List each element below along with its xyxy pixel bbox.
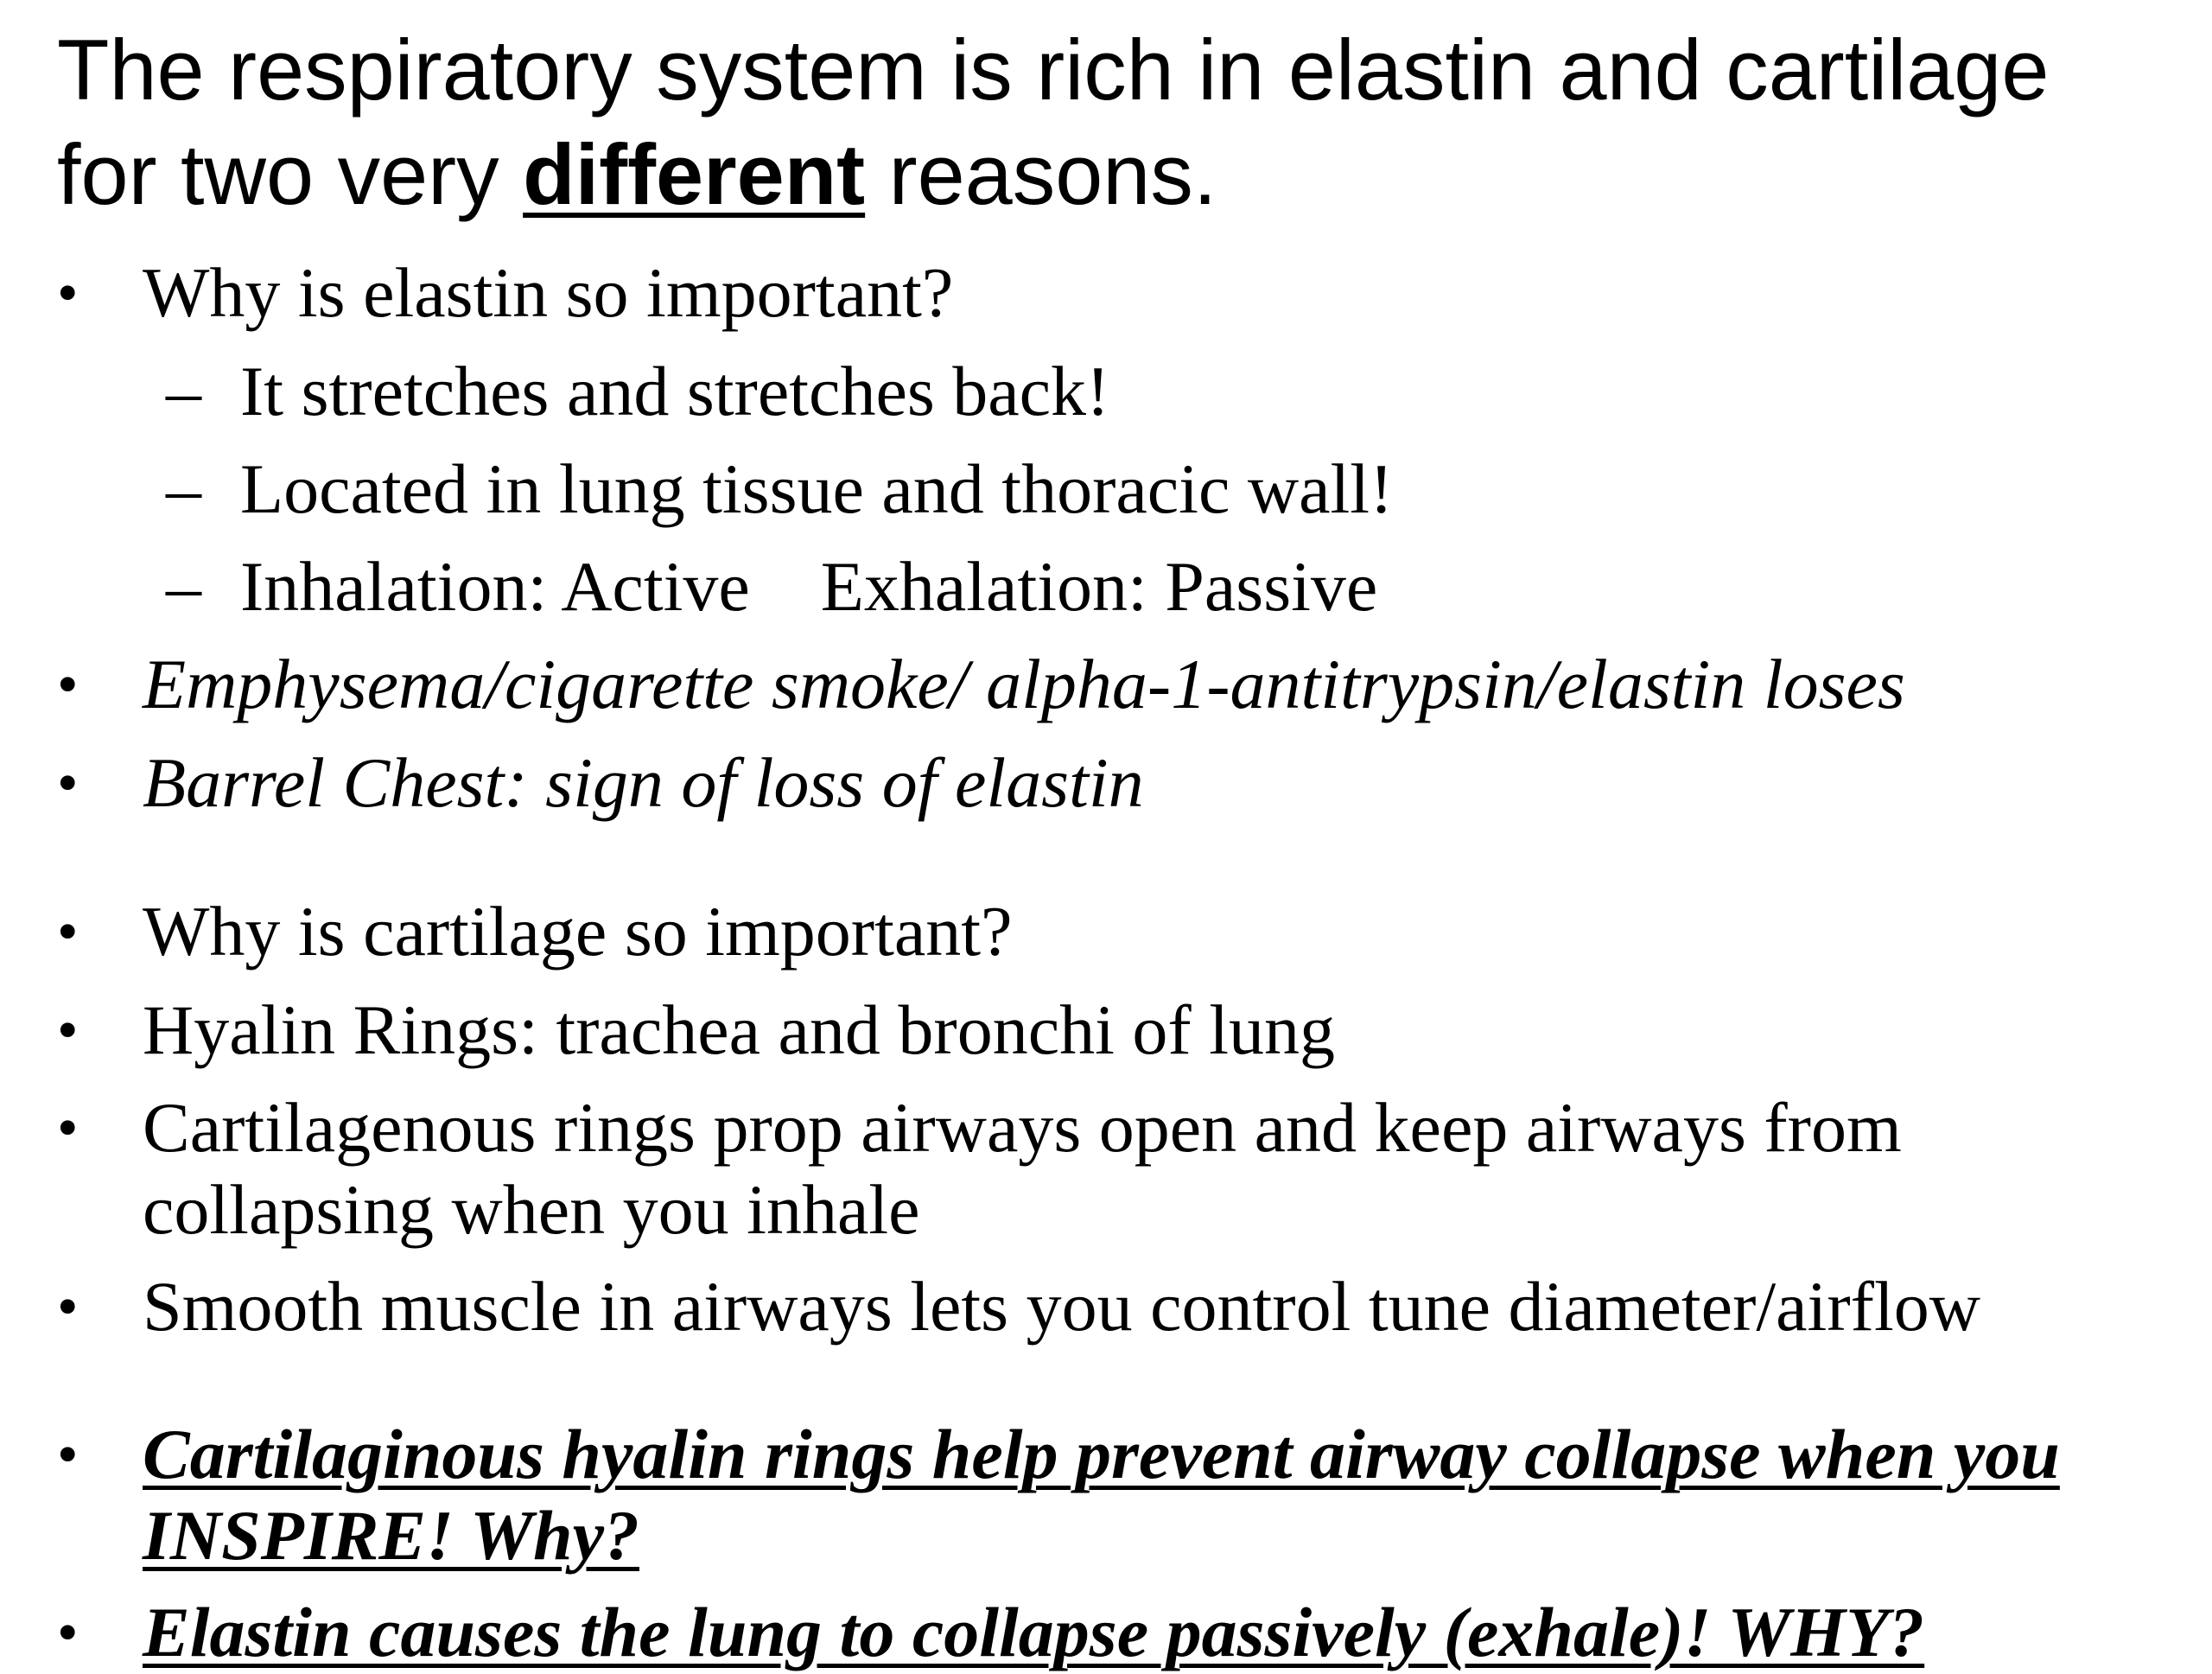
bullet-glyph: • (57, 1600, 79, 1666)
bullet-glyph: • (57, 1422, 79, 1488)
bullet-glyph: • (57, 899, 79, 965)
smooth-muscle-item: Smooth muscle in airways lets you control tune diameter/airflow (143, 1267, 1980, 1346)
exhalation-text: Exhalation: Passive (820, 547, 1378, 626)
elastin-stretch-item: It stretches and stretches back! (240, 352, 1110, 430)
bullet-glyph: • (57, 1274, 79, 1340)
bullet-glyph: • (57, 1095, 79, 1162)
dash-glyph: – (166, 449, 201, 528)
hyalin-rings-item: Hyalin Rings: trachea and bronchi of lung (143, 990, 1335, 1069)
slide-title (57, 17, 2174, 226)
bullet-glyph: • (57, 997, 79, 1064)
cartilage-question: Why is cartilage so important? (143, 892, 1013, 971)
breathing-phases-item (240, 546, 1377, 627)
title-line-2-end: reasons. (865, 126, 1217, 222)
elastin-location-item: Located in lung tissue and thoracic wall! (240, 449, 1394, 528)
title-line-1: The respiratory system is rich in elastin and cartilage (57, 22, 2050, 118)
cartilage-rings-line-1: Cartilagenous rings prop airways open and keep airways from (143, 1088, 1902, 1167)
elastin-question: Why is elastin so important? (143, 253, 954, 332)
emphysema-item: Emphysema/cigarette smoke/ alpha-1-antitrypsin/elastin loses (143, 645, 1905, 723)
hyalin-conclusion-line-1: Cartilaginous hyalin rings help prevent airway collapse when you (143, 1415, 2060, 1493)
barrel-chest-item: Barrel Chest: sign of loss of elastin (143, 743, 1144, 822)
hyalin-conclusion-line-2: INSPIRE! Why? (143, 1496, 639, 1575)
bullet-glyph: • (57, 260, 79, 327)
bullet-glyph: • (57, 652, 79, 718)
title-line-2-start: for two very (57, 126, 524, 222)
inhalation-text: Inhalation: Active (240, 547, 750, 626)
dash-glyph: – (166, 352, 201, 430)
elastin-conclusion: Elastin causes the lung to collapse passively (exhale)! WHY? (143, 1593, 1925, 1671)
dash-glyph: – (166, 547, 201, 626)
bullet-glyph: • (57, 750, 79, 817)
cartilage-rings-line-2: collapsing when you inhale (143, 1170, 920, 1249)
title-emphasis: different (523, 126, 866, 222)
